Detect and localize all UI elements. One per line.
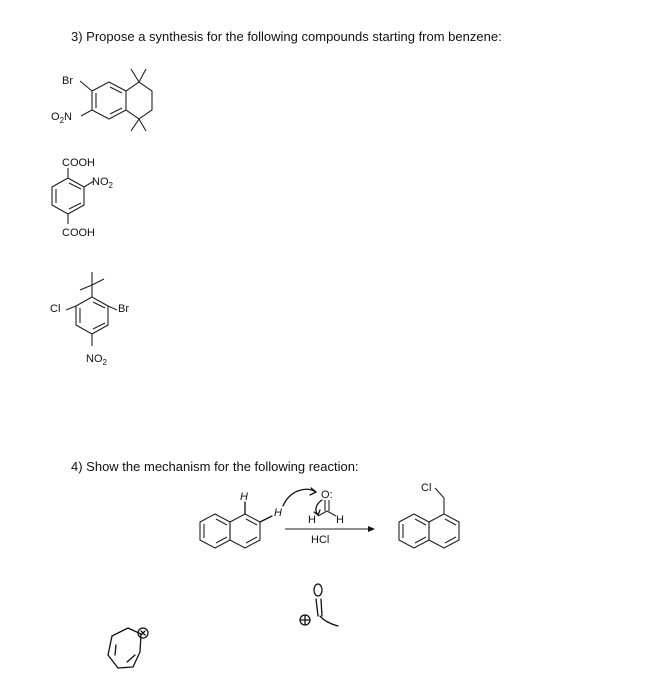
compound-2-cooh-bottom: COOH (62, 227, 95, 239)
compound-1-o2n-label: $O_2N$ (51, 111, 72, 125)
compound-1-br-label: Br (62, 75, 73, 87)
reaction-arrow (285, 526, 375, 546)
compound-3-br-label: Br (118, 303, 129, 315)
compound-2-no2-label: $NO_2$ (92, 176, 113, 190)
question-4-text: 4) Show the mechanism for the following reaction: (71, 459, 359, 474)
formaldehyde-o-label: O: (321, 489, 333, 501)
handwritten-h-2: H (274, 507, 282, 519)
reactant-naphthalene (200, 514, 260, 548)
curved-arrow-1 (283, 489, 316, 506)
product-cl-label: Cl (421, 482, 432, 494)
question-3-text: 3) Propose a synthesis for the following compounds starting from benzene: (71, 29, 502, 44)
compound-3-structure (50, 272, 129, 367)
handwritten-h-1: H (240, 491, 248, 503)
product-naphthalene (399, 482, 459, 548)
handwritten-carbocation-sketch (108, 628, 148, 668)
compound-1-structure (51, 69, 152, 131)
compound-2-cooh-top: COOH (62, 157, 95, 169)
formaldehyde-h-left: H (308, 514, 316, 526)
compound-3-cl-label: Cl (50, 303, 61, 315)
formaldehyde-structure (308, 489, 344, 526)
handwritten-carbonyl-sketch (300, 584, 338, 626)
compound-2-structure (52, 157, 114, 239)
reagent-label: HCl (311, 534, 330, 546)
compound-3-no2-label: $NO_2$ (86, 353, 107, 367)
formaldehyde-h-right: H (336, 514, 344, 526)
